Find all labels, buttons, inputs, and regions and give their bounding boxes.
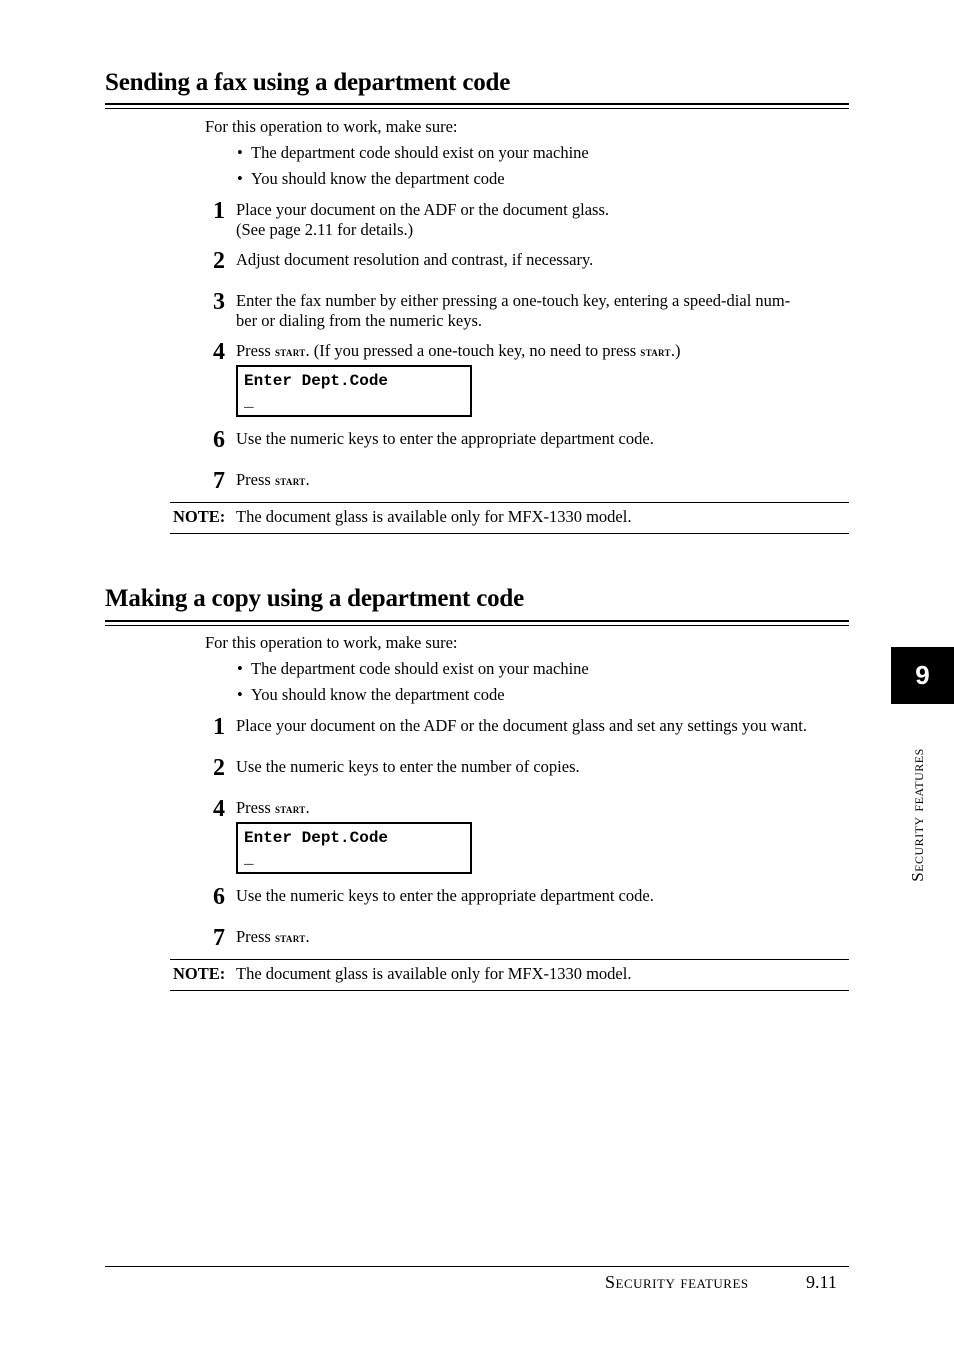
step-text: Press start.: [236, 470, 310, 489]
lcd-display: Enter Dept.Code _: [236, 365, 472, 417]
note-rule-top: [170, 502, 849, 503]
step-number: 6: [213, 427, 225, 453]
note-text: The document glass is available only for MFX-1330 model.: [236, 964, 632, 983]
step-number: 6: [213, 884, 225, 910]
chapter-side-label: Security features: [908, 748, 927, 882]
step-text: Enter the fax number by either pressing a one-touch key, entering a speed-dial num- ber or dialing from the numeric keys.: [236, 291, 791, 330]
step-number: 1: [213, 714, 225, 740]
section-title-make-copy: Making a copy using a department code: [105, 585, 525, 612]
step-text: Place your document on the ADF or the document glass. (See page 2.11 for details.): [236, 200, 610, 239]
start-key: start: [274, 801, 306, 816]
start-key: start: [640, 344, 671, 359]
title-rule: [105, 620, 849, 626]
note-rule-bottom: [170, 533, 849, 534]
footer-rule: [105, 1266, 849, 1267]
intro-text: For this operation to work, make sure:: [205, 633, 458, 652]
note-label: NOTE:: [173, 964, 226, 983]
step-number: 1: [213, 198, 225, 224]
start-key: start: [274, 930, 306, 945]
footer-section-name: Security features: [605, 1272, 749, 1292]
step-number: 2: [213, 755, 225, 781]
note-text: The document glass is available only for MFX-1330 model.: [236, 507, 632, 526]
step-number: 4: [213, 796, 225, 822]
start-key: start: [274, 473, 306, 488]
list-item: • The department code should exist on your machine: [237, 143, 589, 162]
lcd-display: Enter Dept.Code _: [236, 822, 472, 874]
list-item: • You should know the department code: [237, 169, 505, 188]
step-text: Use the numeric keys to enter the appropriate department code.: [236, 886, 654, 905]
note-rule-top: [170, 959, 849, 960]
section-title-send-fax: Sending a fax using a department code: [105, 69, 511, 96]
footer-page-number: 9.11: [806, 1272, 837, 1292]
title-rule: [105, 103, 849, 109]
step-text: Press start. (If you pressed a one-touch key, no need to press start.): [236, 341, 681, 360]
note-label: NOTE:: [173, 507, 226, 526]
step-text: Use the numeric keys to enter the appropriate department code.: [236, 429, 654, 448]
step-number: 4: [213, 339, 225, 365]
intro-text: For this operation to work, make sure:: [205, 117, 458, 136]
step-text: Use the numeric keys to enter the number of copies.: [236, 757, 580, 776]
note-rule-bottom: [170, 990, 849, 991]
list-item: • You should know the department code: [237, 685, 505, 704]
step-text: Press start.: [236, 927, 310, 946]
chapter-tab: 9: [891, 647, 954, 704]
list-item: • The department code should exist on your machine: [237, 659, 589, 678]
step-number: 3: [213, 289, 225, 315]
step-number: 7: [213, 468, 225, 494]
step-text: Press start.: [236, 798, 310, 817]
start-key: start: [274, 344, 306, 359]
step-number: 2: [213, 248, 225, 274]
step-text: Adjust document resolution and contrast, if necessary.: [236, 250, 594, 269]
step-text: Place your document on the ADF or the document glass and set any settings you want.: [236, 716, 807, 735]
step-number: 7: [213, 925, 225, 951]
